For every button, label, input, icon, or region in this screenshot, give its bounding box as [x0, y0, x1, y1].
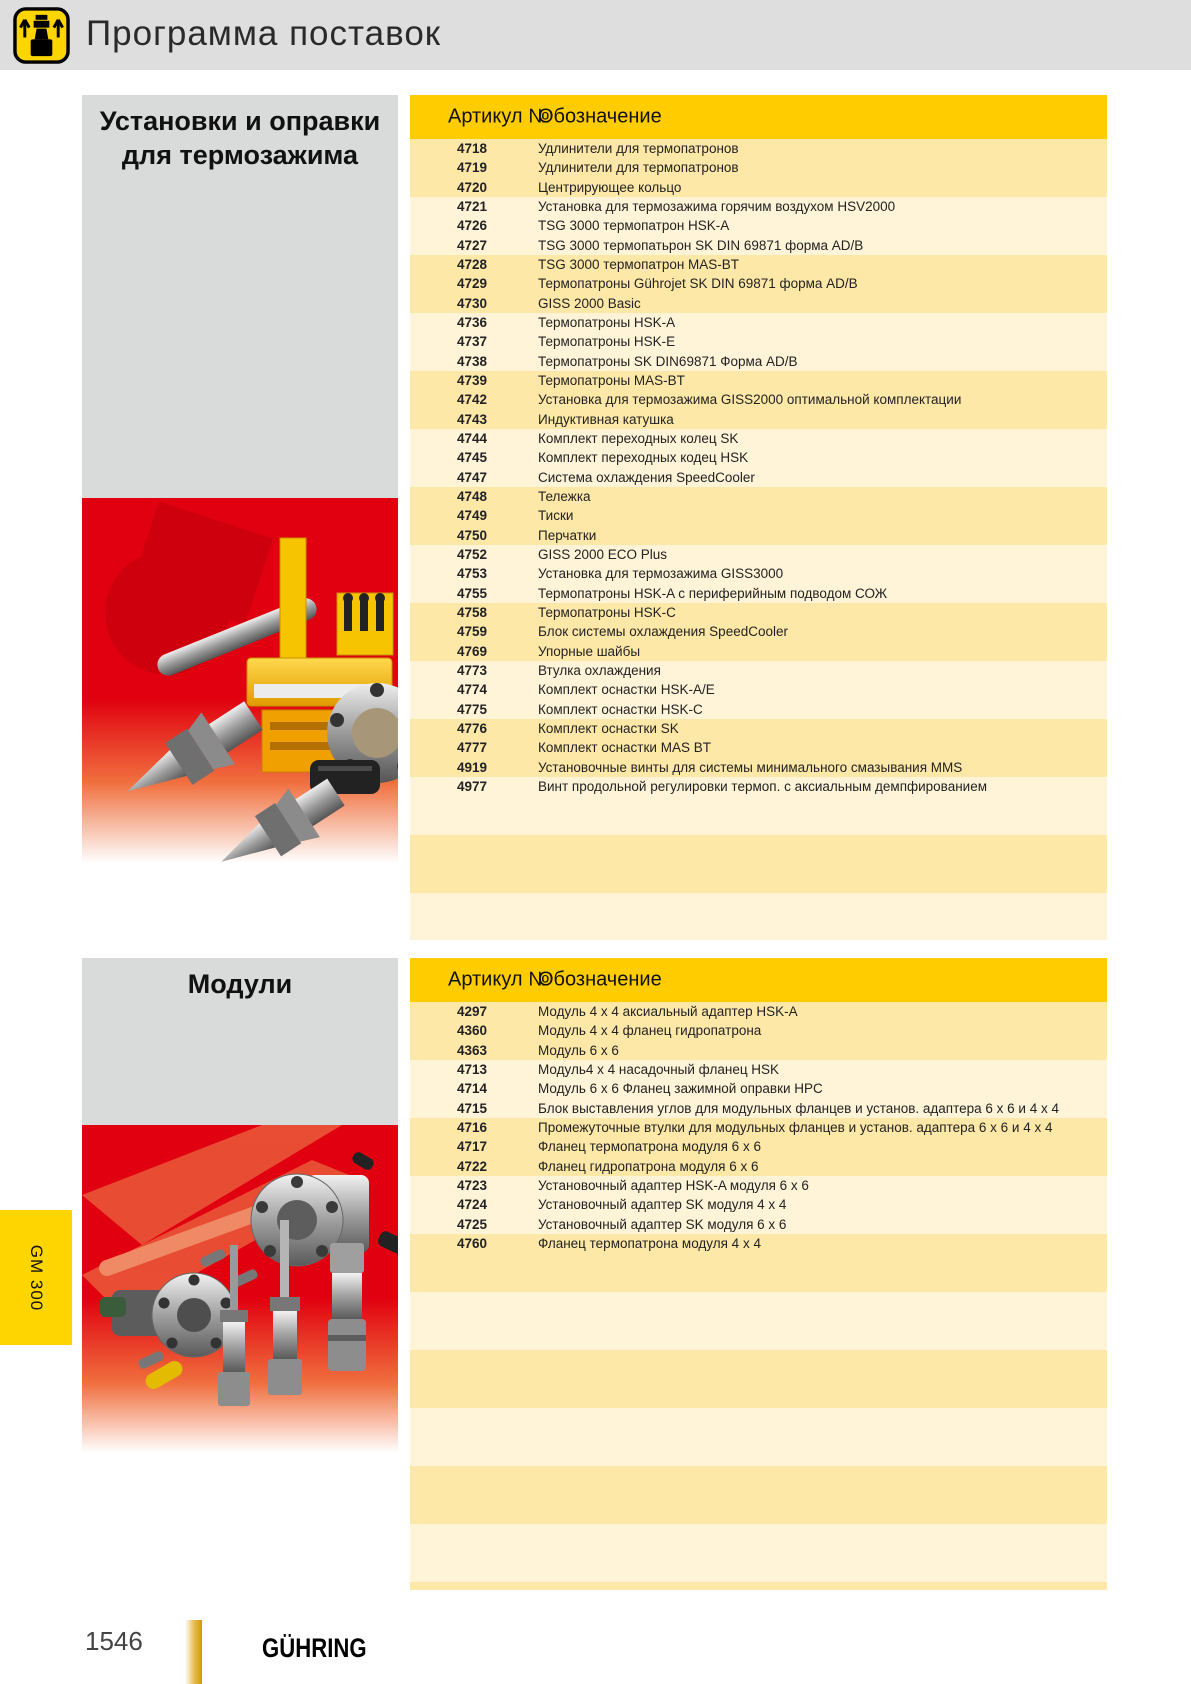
section-title: Модули [187, 969, 293, 999]
article-number: 4719 [456, 160, 488, 176]
article-description: Удлинители для термопатронов [538, 141, 739, 157]
article-description: Тележка [538, 489, 591, 505]
article-description: Тиски [538, 508, 574, 524]
table-body [410, 1002, 1107, 1590]
article-number: 4714 [456, 1081, 488, 1097]
table-row [410, 564, 1107, 583]
article-description: Модуль 4 x 4 фланец гидропатрона [538, 1023, 762, 1039]
article-number: 4776 [456, 721, 488, 736]
column-header-article: Артикул № [448, 968, 550, 991]
table-row [410, 352, 1107, 371]
article-description: Блок выставления углов для модульных фланцев и установ. адаптера 6 x 6 и 4 x 4 [538, 1100, 1059, 1116]
section-title-box-modules [82, 958, 398, 1125]
section-title-box-thermoclamp [82, 95, 398, 498]
article-description: Установочный адаптер SK модуля 4 x 4 [538, 1197, 787, 1213]
article-description: Установочные винты для системы минимального смазывания MMS [538, 759, 963, 775]
article-number: 4725 [456, 1216, 488, 1232]
article-number: 4755 [456, 585, 488, 601]
article-description: Модуль4 x 4 насадочный фланец HSK [538, 1062, 780, 1078]
column-header-designation: Обозначение [538, 105, 662, 128]
table-row [410, 158, 1107, 177]
table-row [410, 313, 1107, 332]
article-description: Термопатроны HSK-A [538, 315, 676, 331]
article-number: 4728 [456, 257, 488, 273]
article-number: 4736 [456, 315, 488, 331]
article-number: 4745 [456, 450, 488, 466]
page-header [0, 0, 1191, 70]
table-row [410, 294, 1107, 313]
footer-gold-bar [185, 1620, 202, 1684]
article-description: Комплект переходных колец SK [538, 431, 739, 447]
article-description: Установка для термозажима GISS2000 оптимальной комплектации [538, 392, 962, 408]
article-description: Удлинители для термопатронов [538, 160, 739, 176]
article-number: 4747 [456, 469, 488, 485]
article-number: 4722 [456, 1158, 488, 1174]
article-description: Комплект оснастки MAS BT [538, 740, 711, 756]
article-description: GISS 2000 ECO Plus [538, 547, 668, 563]
table-row [410, 700, 1107, 719]
article-number: 4744 [456, 431, 488, 447]
brand-logo: GÜHRING [262, 1633, 367, 1663]
article-description: Фланец гидропатрона модуля 6 x 6 [538, 1158, 759, 1174]
article-number: 4739 [456, 373, 488, 389]
table-row [410, 1118, 1107, 1137]
table-row [410, 332, 1107, 351]
article-description: Термопатроны HSK-E [538, 334, 676, 350]
table-row [410, 1137, 1107, 1156]
article-description: Термопатроны MAS-BT [538, 373, 685, 389]
article-description: Установочный адаптер SK модуля 6 x 6 [538, 1216, 787, 1232]
table-row [410, 1099, 1107, 1118]
table-row [410, 1002, 1107, 1021]
article-description: Фланец термопатрона модуля 4 x 4 [538, 1236, 761, 1252]
article-number: 4717 [456, 1139, 488, 1155]
article-number: 4769 [456, 643, 488, 659]
article-description: Втулка охлаждения [538, 663, 661, 679]
article-description: TSG 3000 термопатрон MAS-BT [538, 257, 740, 273]
article-number: 4759 [456, 624, 488, 640]
table-row [410, 197, 1107, 216]
article-description: Термопатроны HSK-A с периферийным подводом СОЖ [538, 585, 888, 601]
article-number: 4749 [456, 508, 488, 524]
article-description: TSG 3000 термопатрон HSK-A [538, 218, 730, 234]
column-header-article: Артикул № [448, 105, 550, 128]
page-title: Программа поставок [86, 14, 442, 53]
article-description: TSG 3000 термопатьрон SK DIN 69871 форма AD/B [538, 237, 864, 253]
article-number: 4758 [456, 605, 488, 621]
table-row [410, 526, 1107, 545]
article-description: Комплект оснастки SK [538, 721, 679, 736]
article-number: 4721 [456, 199, 488, 215]
table-row [410, 1157, 1107, 1176]
table-row [410, 274, 1107, 293]
table-row [410, 448, 1107, 467]
article-description: Фланец термопатрона модуля 6 x 6 [538, 1139, 761, 1155]
article-number: 4727 [456, 237, 488, 253]
table-header [410, 95, 1107, 139]
table-row [410, 255, 1107, 274]
article-number: 4748 [456, 489, 488, 505]
article-description: GISS 2000 Basic [538, 295, 641, 311]
table-row [410, 429, 1107, 448]
table-row [410, 487, 1107, 506]
table-row [410, 545, 1107, 564]
table-row [410, 738, 1107, 757]
article-number: 4977 [456, 778, 488, 794]
product-photo-shrink-fit-units [82, 498, 398, 863]
table-row [410, 506, 1107, 525]
article-number: 4774 [456, 682, 488, 698]
article-number: 4713 [456, 1062, 488, 1078]
table-row [410, 216, 1107, 235]
article-number: 4715 [456, 1100, 488, 1116]
table-row [410, 1176, 1107, 1195]
article-number: 4750 [456, 527, 488, 543]
page-number: 1546 [85, 1626, 143, 1656]
article-number: 4716 [456, 1120, 488, 1136]
article-number: 4297 [456, 1004, 488, 1020]
table-row [410, 1021, 1107, 1040]
article-description: Установочный адаптер HSK-A модуля 6 x 6 [538, 1178, 809, 1194]
article-number: 4737 [456, 334, 488, 350]
article-description: Комплект оснастки HSK-C [538, 701, 703, 717]
table-body [410, 139, 1107, 940]
table-row [410, 410, 1107, 429]
article-number: 4718 [456, 141, 488, 157]
article-number: 4773 [456, 663, 488, 679]
article-description: Промежуточные втулки для модульных фланцев и установ. адаптера 6 x 6 и 4 x 4 [538, 1120, 1053, 1136]
table-row [410, 1195, 1107, 1214]
article-number: 4726 [456, 218, 488, 234]
table-row [410, 139, 1107, 158]
article-description: Установка для термозажима GISS3000 [538, 566, 784, 582]
article-description: Блок системы охлаждения SpeedCooler [538, 624, 788, 640]
article-number: 4724 [456, 1197, 488, 1213]
article-description: Винт продольной регулировки термоп. с аксиальным демпфированием [538, 778, 987, 794]
article-number: 4743 [456, 411, 488, 427]
article-description: Комплект оснастки HSK-A/E [538, 682, 715, 698]
supply-table-modules [410, 958, 1107, 1590]
chapter-tab-gm300 [0, 1210, 72, 1345]
article-number: 4738 [456, 353, 488, 369]
article-description: Термопатроны SK DIN69871 Форма AD/B [538, 353, 798, 369]
article-description: Центрирующее кольцо [538, 179, 682, 195]
article-description: Система охлаждения SpeedCooler [538, 469, 755, 485]
article-description: Установка для термозажима горячим воздухом HSV2000 [538, 199, 896, 215]
article-number: 4730 [456, 295, 488, 311]
table-row [410, 1079, 1107, 1098]
article-number: 4729 [456, 276, 488, 292]
product-photo-modules [82, 1125, 398, 1470]
article-number: 4753 [456, 566, 488, 582]
article-number: 4752 [456, 547, 488, 563]
article-number: 4363 [456, 1042, 488, 1058]
table-row [410, 236, 1107, 255]
table-row [410, 642, 1107, 661]
article-description: Модуль 4 x 4 аксиальный адаптер HSK-A [538, 1004, 798, 1020]
table-row [410, 622, 1107, 641]
table-row [410, 777, 1107, 796]
article-description: Модуль 6 x 6 [538, 1042, 619, 1058]
article-description: Индуктивная катушка [538, 411, 674, 427]
article-description: Модуль 6 x 6 Фланец зажимной оправки HPC [538, 1081, 823, 1097]
column-header-designation: Обозначение [538, 968, 662, 991]
article-number: 4723 [456, 1178, 488, 1194]
chapter-tab-label: GM 300 [27, 1244, 46, 1311]
article-number: 4775 [456, 701, 488, 717]
article-number: 4720 [456, 179, 488, 195]
table-row [410, 371, 1107, 390]
table-row [410, 178, 1107, 197]
supply-table-thermoclamp [410, 95, 1107, 940]
table-row [410, 680, 1107, 699]
table-row [410, 1060, 1107, 1079]
table-row [410, 1234, 1107, 1253]
article-description: Комплект переходных кодец HSK [538, 450, 749, 466]
table-row [410, 758, 1107, 777]
table-row [410, 719, 1107, 738]
table-row [410, 1041, 1107, 1060]
article-number: 4742 [456, 392, 488, 408]
table-row [410, 390, 1107, 409]
article-description: Упорные шайбы [538, 643, 641, 659]
table-row [410, 603, 1107, 622]
article-number: 4777 [456, 740, 488, 756]
table-row [410, 584, 1107, 603]
article-description: Термопатроны HSK-C [538, 605, 676, 621]
table-row [410, 468, 1107, 487]
article-number: 4360 [456, 1023, 488, 1039]
table-row [410, 1215, 1107, 1234]
section-title: Установки и оправки для термозажима [99, 106, 381, 170]
article-number: 4760 [456, 1236, 488, 1252]
shrink-fit-tool-icon [13, 7, 70, 64]
article-number: 4919 [456, 759, 488, 775]
table-row [410, 661, 1107, 680]
table-header [410, 958, 1107, 1002]
article-description: Перчатки [538, 527, 597, 543]
article-description: Термопатроны Gührojet SK DIN 69871 форма AD/B [538, 276, 858, 292]
